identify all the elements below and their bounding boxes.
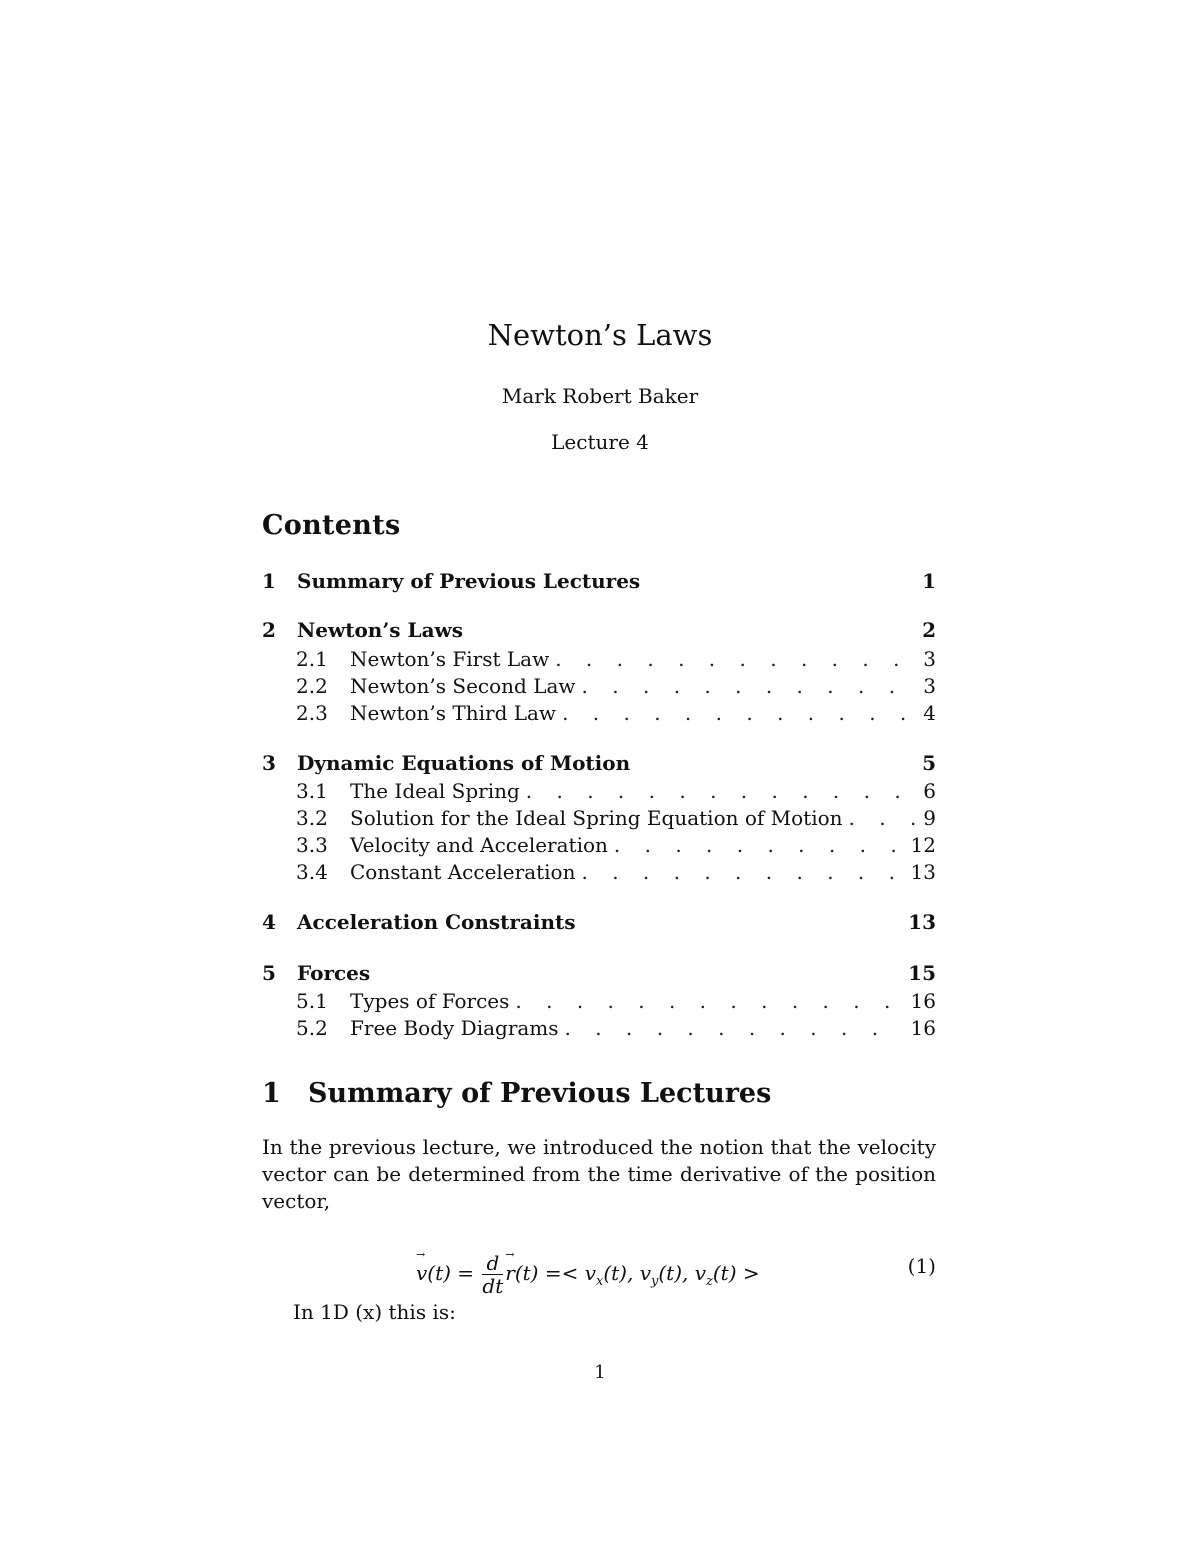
toc-subsection-5-1[interactable] [296, 989, 936, 1015]
toc-page: 1 [922, 569, 936, 593]
contents-heading: Contents [262, 510, 401, 541]
toc-leader-dots [849, 806, 916, 830]
equation-rhs: r(t) =< v [505, 1261, 596, 1285]
subscript-y: y [651, 1274, 659, 1289]
equation-1 [262, 1236, 936, 1298]
toc-leader-dots [555, 647, 915, 671]
toc-title: Newton’s First Law [350, 647, 550, 671]
equation-lhs: v(t) = [416, 1261, 475, 1285]
derivative-fraction [482, 1252, 503, 1297]
author-name: Mark Robert Baker [501, 384, 699, 408]
section-number: 1 [262, 1078, 281, 1109]
document-title: Newton’s Laws [487, 318, 713, 352]
toc-leader-dots [582, 674, 916, 698]
toc-section-4[interactable] [262, 910, 936, 936]
toc-page: 16 [910, 1016, 936, 1040]
section-heading [262, 1078, 771, 1109]
toc-section-1[interactable] [262, 569, 936, 595]
toc-title: Newton’s Second Law [350, 674, 576, 698]
equation-rhs-part: (t), v [603, 1261, 651, 1285]
toc-leader-dots [515, 989, 902, 1013]
subscript-z: z [706, 1274, 713, 1289]
toc-section-3[interactable] [262, 751, 936, 777]
toc-title: Solution for the Ideal Spring Equation of Motion [350, 806, 843, 830]
toc-title: Free Body Diagrams [350, 1016, 559, 1040]
toc-num: 2.1 [296, 647, 328, 671]
toc-num: 2 [262, 618, 276, 642]
toc-num: 3.1 [296, 779, 328, 803]
toc-subsection-3-1[interactable] [296, 779, 936, 805]
toc-page: 9 [923, 806, 936, 830]
toc-num: 3.2 [296, 806, 328, 830]
fraction-denominator: dt [482, 1274, 504, 1298]
page-number: 1 [594, 1362, 606, 1383]
toc-title: Constant Acceleration [350, 860, 576, 884]
toc-page: 4 [923, 701, 936, 725]
body-paragraph-2: In 1D (x) this is: [293, 1300, 456, 1324]
toc-subsection-3-4[interactable] [296, 860, 936, 886]
toc-subsection-3-2[interactable] [296, 806, 936, 832]
toc-leader-dots [565, 1016, 903, 1040]
toc-page: 15 [908, 961, 936, 985]
toc-title: Newton’s Third Law [350, 701, 557, 725]
toc-title: The Ideal Spring [350, 779, 520, 803]
toc-section-2[interactable] [262, 618, 936, 644]
body-paragraph: In the previous lecture, we introduced the notion that the velocity vector can be determined from the time derivative of the position vector, [262, 1135, 936, 1213]
toc-num: 4 [262, 910, 276, 934]
toc-title: Newton’s Laws [297, 618, 464, 642]
equation-number: (1) [907, 1254, 936, 1278]
toc-num: 1 [262, 569, 276, 593]
toc-subsection-2-2[interactable] [296, 674, 936, 700]
toc-page: 13 [908, 910, 936, 934]
equation-rhs-part: (t), v [658, 1261, 707, 1285]
velocity-vector-symbol [416, 1261, 474, 1285]
toc-title: Forces [297, 961, 371, 985]
toc-title: Velocity and Acceleration [350, 833, 608, 857]
toc-section-5[interactable] [262, 961, 936, 987]
toc-num: 3.4 [296, 860, 328, 884]
toc-num: 2.2 [296, 674, 328, 698]
toc-page: 3 [923, 674, 936, 698]
lecture-label: Lecture 4 [551, 430, 649, 454]
toc-page: 16 [910, 989, 936, 1013]
section-title: Summary of Previous Lectures [308, 1078, 772, 1109]
toc-leader-dots [562, 701, 915, 725]
toc-num: 3 [262, 751, 276, 775]
toc-title: Types of Forces [350, 989, 510, 1013]
toc-subsection-5-2[interactable] [296, 1016, 936, 1042]
toc-num: 5.1 [296, 989, 328, 1013]
toc-title: Summary of Previous Lectures [297, 569, 641, 593]
fraction-numerator: d [482, 1252, 503, 1275]
equation-body [416, 1252, 760, 1297]
toc-num: 3.3 [296, 833, 328, 857]
toc-page: 2 [922, 618, 936, 642]
toc-num: 5.2 [296, 1016, 328, 1040]
position-vector-symbol [505, 1261, 596, 1285]
toc-num: 2.3 [296, 701, 328, 725]
toc-leader-dots [526, 779, 915, 803]
toc-page: 3 [923, 647, 936, 671]
toc-subsection-2-1[interactable] [296, 647, 936, 673]
toc-num: 5 [262, 961, 276, 985]
toc-page: 13 [910, 860, 936, 884]
subscript-x: x [596, 1274, 604, 1289]
toc-leader-dots [581, 860, 902, 884]
equation-rhs-end: (t) > [712, 1261, 760, 1285]
toc-subsection-3-3[interactable] [296, 833, 936, 859]
toc-page: 12 [910, 833, 936, 857]
toc-leader-dots [614, 833, 903, 857]
toc-page: 5 [922, 751, 936, 775]
toc-page: 6 [923, 779, 936, 803]
toc-subsection-2-3[interactable] [296, 701, 936, 727]
toc-title: Acceleration Constraints [297, 910, 576, 934]
toc-title: Dynamic Equations of Motion [297, 751, 631, 775]
